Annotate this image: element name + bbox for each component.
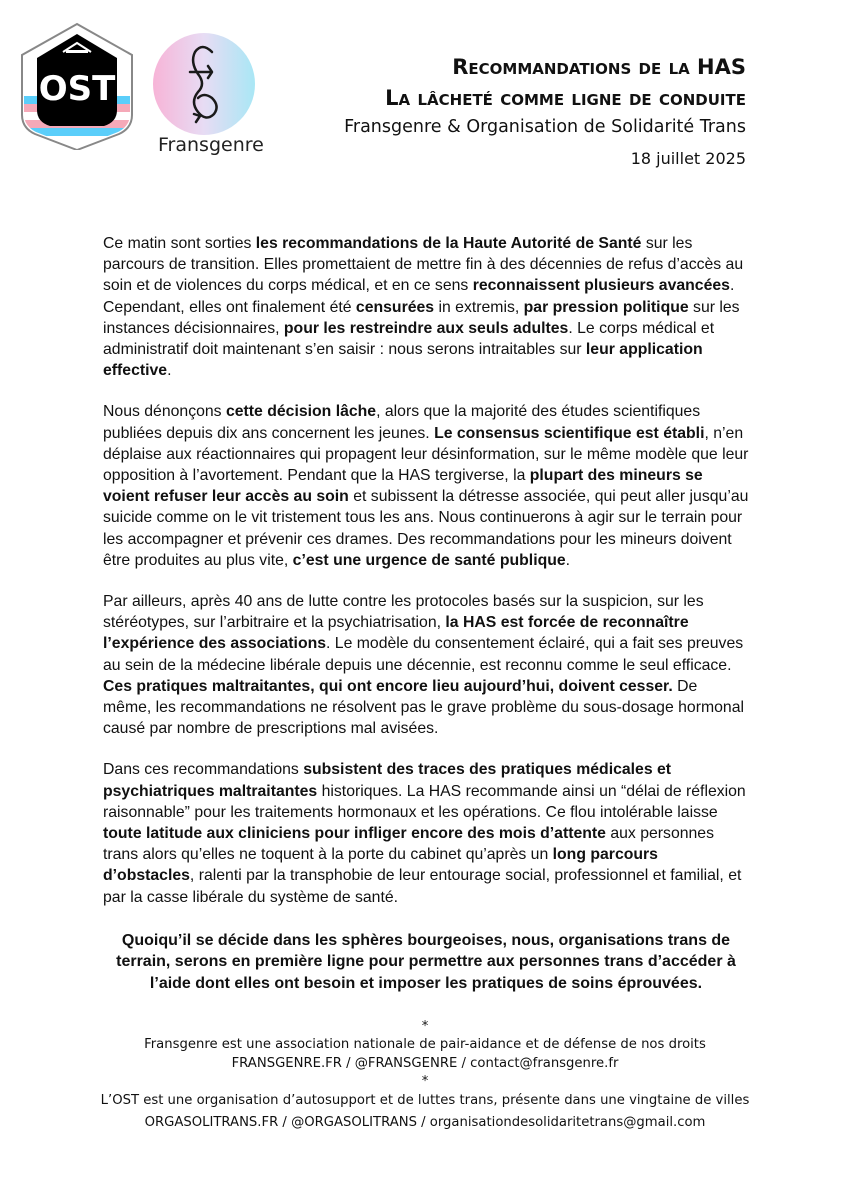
paragraph-1: Ce matin sont sorties les recommandations de la Haute Autorité de Santé sur les parcours de transition. Elles promettaient de mettre fin à des décennies de refus d’accès au soin et de violences du corps médical, et en ce sens reconnaissent plusieurs avancées. Cependant, elles ont finalement été censurées in extremis, par pression politique sur les instances décisionnaires, pour les restreindre aux seuls adultes. Le corps médical et administratif doit maintenant s’en saisir : nous serons intraitables sur leur application effective. — [103, 235, 744, 380]
paragraph-2: Nous dénonçons cette décision lâche, alors que la majorité des études scientifiques publiées depuis dix ans concernent les jeunes. Le consensus scientifique est établi, n’en déplaise aux réactionnaires qui propagent leur désinformation, sur le même modèle que leur opposition à l’avortement. Pendant que la HAS tergiverse, la plupart des mineurs se voient refuser leur accès au soin et subissent la détresse associée, qui peut aller jusqu’au suicide comme on le vit tristement tous les ans. Nous continuerons à agir sur le terrain pour les accompagner et prévenir ces drames. Des recommandations pour les mineurs doivent être produites au plus vite, c’est une urgence de santé publique. — [103, 403, 749, 569]
fransgenre-logo-label: Fransgenre — [158, 134, 264, 156]
emphasis-text: plupart des mineurs se voient refuser leur accès au soin — [103, 467, 703, 506]
document-footer — [0, 1018, 850, 1134]
fransgenre-logo — [152, 32, 256, 136]
ost-links[interactable]: ORGASOLITRANS.FR / @ORGASOLITRANS / organisationdesolidaritetrans@gmail.com — [144, 1115, 706, 1130]
emphasis-text: Le consensus scientifique est établi — [434, 424, 705, 442]
emphasis-text: la HAS est forcée de reconnaître l’expérience des associations — [103, 614, 689, 653]
emphasis-text: cette décision lâche — [225, 403, 377, 421]
ost-description: L’OST est une organisation d’autosupport et de luttes trans, présente dans une vingtaine de villes — [100, 1093, 750, 1108]
footer-separator: * — [421, 1019, 429, 1034]
document-title: Recommandations de la HAS — [452, 55, 746, 79]
emphasis-text: pour les restreindre aux seuls adultes — [283, 319, 569, 337]
document-body — [103, 233, 749, 994]
ost-logo — [18, 22, 136, 150]
emphasis-text: subsistent des traces des pratiques médicales et psychiatriques maltraitantes — [103, 761, 672, 800]
paragraph-4: Dans ces recommandations subsistent des traces des pratiques médicales et psychiatriques maltraitantes historiques. La HAS recommande ainsi un “délai de réflexion raisonnable” pour les traitements hormonaux et les opérations. Ce flou intolérable laisse toute latitude aux cliniciens pour infliger encore des mois d’attente aux personnes trans alors qu’elles ne toquent à la porte du cabinet qu’après un long parcours d’obstacles, ralenti par la transphobie de leur entourage social, professionnel et familial, et par la casse libérale du système de santé. — [103, 761, 746, 906]
emphasis-text: par pression politique — [523, 298, 689, 316]
ost-logo-text: OST — [38, 69, 116, 109]
emphasis-text: les recommandations de la Haute Autorité de Santé — [255, 235, 642, 252]
emphasis-text: c’est une urgence de santé publique — [292, 551, 566, 569]
document-subtitle: La lâcheté comme ligne de conduite — [385, 86, 746, 110]
paragraph-3: Par ailleurs, après 40 ans de lutte contre les protocoles basés sur la suspicion, sur les stéréotypes, sur l’arbitraire et la psychiatrisation, la HAS est forcée de reconnaître l’expérience des associations. Le modèle du consentement éclairé, qui a fait ses preuves au sein de la médecine libérale depuis une décennie, est reconnu comme le seul efficace. Ces pratiques maltraitantes, qui ont encore lieu aujourd’hui, doivent cesser. De même, les recommandations ne résolvent pas le grave problème du sous-dosage hormonal causé par nombre de prescriptions mal avisées. — [103, 593, 744, 738]
fransgenre-links[interactable]: FRANSGENRE.FR / @FRANSGENRE / contact@fransgenre.fr — [231, 1056, 619, 1071]
emphasis-text: long parcours d’obstacles — [103, 846, 658, 885]
conclusion-paragraph: Quoiqu’il se décide dans les sphères bourgeoises, nous, organisations trans de terrain, serons en première ligne pour permettre aux personnes trans d’accéder à l’aide dont elles ont besoin et imposer les pratiques de soins éprouvées. — [116, 931, 736, 992]
emphasis-text: Ces pratiques maltraitantes, qui ont encore lieu aujourd’hui, doivent cesser. — [103, 677, 673, 695]
fransgenre-description: Fransgenre est une association nationale de pair-aidance et de défense de nos droits — [144, 1037, 706, 1052]
emphasis-text: leur application effective — [103, 341, 703, 380]
emphasis-text: reconnaissent plusieurs avancées — [472, 277, 730, 295]
footer-separator: * — [421, 1074, 429, 1089]
document-header — [344, 52, 746, 177]
document-organizations: Fransgenre & Organisation de Solidarité Trans — [344, 117, 746, 137]
document-date: 18 juillet 2025 — [630, 149, 746, 168]
emphasis-text: toute latitude aux cliniciens pour infliger encore des mois d’attente — [103, 825, 606, 843]
emphasis-text: censurées — [355, 298, 435, 316]
